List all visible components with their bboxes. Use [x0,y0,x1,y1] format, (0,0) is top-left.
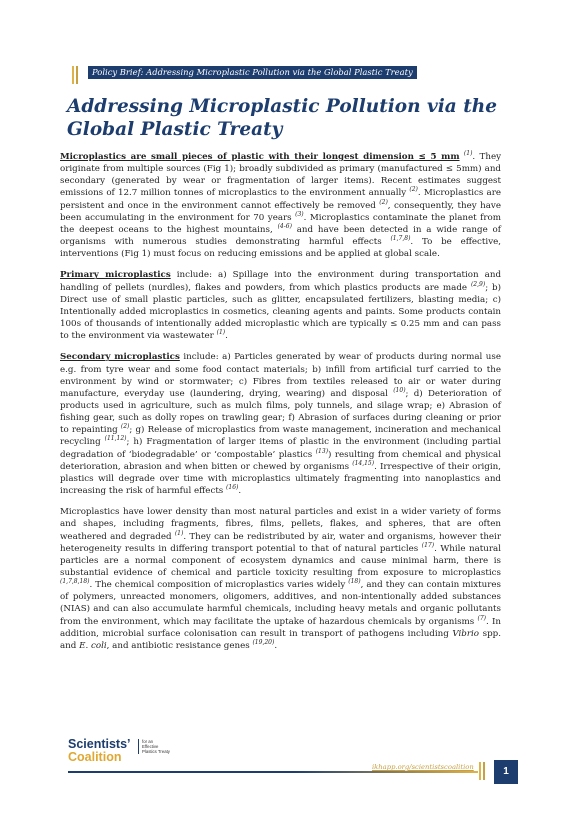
citation: (4-6) [277,223,292,231]
citation: (7) [477,614,486,622]
page-title: Addressing Microplastic Pollution via the Global Plastic Treaty [67,96,497,140]
citation: (1,7,8) [390,235,411,243]
citation: (11,12) [104,435,127,443]
text-span: include: a) Particles generated by wear of products during normal use e.g. from tyre wear and some food contact materials; b) infill from artificial turf carried to the environment by wind or stormwater; c) Fibres from textiles released to air or water during manufacture, everyday use (laundering, drying, wearing) and disposal [60,352,501,399]
citation: (1,7,8,18) [60,578,90,586]
citation: (3) [295,210,304,218]
citation: (2) [379,198,388,206]
text-span: ) resulting from chemical and physical deterioration, abrasion and when bitten or chewed by organisms [60,449,501,472]
scientists-coalition-logo [68,738,168,764]
citation: (18) [348,578,361,586]
paragraph-definition [60,151,501,260]
logo-word-bottom: Coalition [68,750,122,764]
text-span: ; g) Release of microplastics from waste management, incineration and mechanical recycling [60,425,501,448]
species-name: Vibrio [452,628,480,639]
secondary-lead: Secondary microplastics [60,352,180,363]
citation: (19,20) [252,639,275,647]
citation: (17) [421,541,435,549]
text-span: , consequently, they have been accumulating in the environment for 70 years [60,200,501,223]
species-name: E. coli [79,640,107,651]
page-number: 1 [494,760,518,784]
text-span: . Irrespective of their origin, plastics will degrade over time with microplastics ultimately fragmenting into nanoplastics and increasing the risk of harmful effects [60,461,501,497]
citation: (10) [393,386,406,394]
footer-divider [68,771,478,773]
text-span: Microplastics have lower density than most natural particles and exist in a wider variety of forms and shapes, including fragments, fibres, films, pellets, flakes, and spheres, that are often weathered and degraded [60,507,501,542]
citation: (1) [463,150,473,158]
text-span: include: a) Spillage into the environment during transportation and handling of pellets (nurdles), flakes and powders, from which plastics products are made [60,270,501,293]
citation: (1) [174,529,184,537]
text-span: . [238,486,242,497]
paragraph-primary [60,269,501,342]
text-span: . Microplastics contaminate the planet from the deepest oceans to the highest mountains, [60,212,501,235]
citation: (2,9) [470,280,486,288]
footer-gold-bars-icon [479,762,489,780]
text-span: . They can be redistributed by air, water and organisms, however their heterogeneity results in differing transport potential to that of natural particles [60,531,501,554]
citation: (14,15) [352,459,375,467]
text-span: ; d) Deterioration of products used in agriculture, such as mulch films, poly tunnels, and silage wrap; e) Abrasion of fishing gear, such as dolly ropes on trawling gear; f) Abrasion of surfaces during cleaning or prior to repainting [60,388,501,436]
text-span: . While natural particles are a normal component of ecosystem dynamics and cause minimal harm, there is substantial evidence of chemical and particle toxicity resulting from exposure to microplastics [60,543,502,578]
logo-tagline: for an Effective Plastics Treaty [138,739,170,754]
citation: (16) [226,484,239,492]
paragraph-properties [60,506,501,652]
text-span: . [225,331,228,342]
text-span: , and antibiotic resistance genes [106,640,253,651]
text-span: . Microplastics are persistent and once in the environment cannot effectively be removed [60,188,501,211]
citation: (2) [120,423,130,431]
text-span: , and they can contain mixtures of polymers, unreacted monomers, oligomers, additives, and non-intentionally added substances (NIAS) and can also accumulate harmful chemicals, including heavy metals and organic pollutants from the environment, which may facilitate the uptake of hazardous chemicals by organisms [60,580,501,627]
header-gold-bars-icon [72,66,82,84]
body-text [60,151,501,661]
footer-link[interactable]: ikhapp.org/scientistscoalition [372,763,474,771]
header-tag: Policy Brief: Addressing Microplastic Pollution via the Global Plastic Treaty [88,66,417,79]
text-span: ; h) Fragmentation of larger items of plastic in the environment (including partial degradation of ‘biodegradable’ or ‘compostable’ plastics [60,437,501,460]
paragraph-secondary [60,351,501,497]
definition-lead: Microplastics are small pieces of plastic with their longest dimension ≤ 5 mm [60,152,460,162]
text-span: . The chemical composition of microplastics varies widely [89,580,349,591]
citation: (1) [216,329,226,337]
text-span: spp. and [60,628,501,651]
logo-word-top: Scientists’ [68,737,131,751]
text-span: . [274,640,278,651]
text-span: . In addition, microbial surface colonisation can result in transport of pathogens including [60,616,501,639]
text-span: ; b) Direct use of small plastic particles, such as glitter, encapsulated fertilizers, blasting media; c) Intentionally added microplastics in cosmetics, cleaning agents and paints. Some products contain 100s of thousands of intentionally added microplastic which are typically ≤ 0.25 mm and can pass to the environment via wastewater [60,282,502,342]
text-span: and have been detected in a wide range of organisms with numerous studies demonstrating harmful effects [60,224,501,248]
text-span: . To be effective, interventions (Fig 1) must focus on reducing emissions and be applied at global scale. [60,237,501,260]
text-span: . They originate from multiple sources (Fig 1); broadly subdivided as primary (manufactured ≤ 5mm) and secondary (generated by wear or fragmentation of larger items). Recent estimates suggest emissions of 12.7 million tonnes of microplastics to the environment annually [60,152,502,199]
citation: (13) [315,447,329,455]
primary-lead: Primary microplastics [60,270,171,281]
citation: (2) [409,186,418,194]
